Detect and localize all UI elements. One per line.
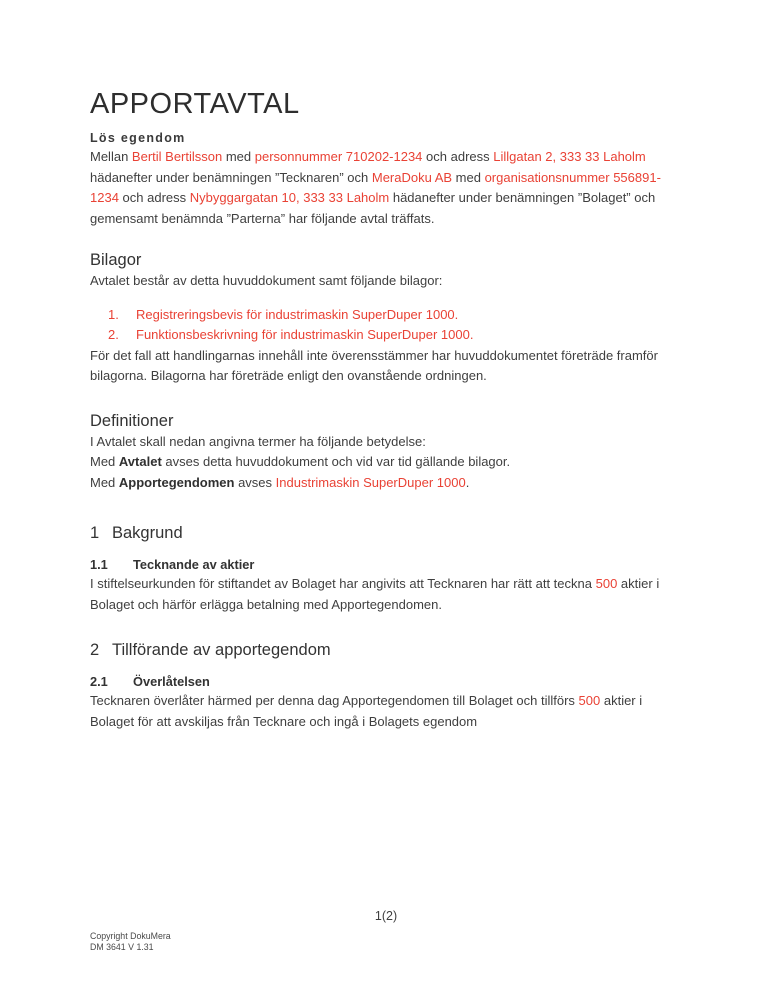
list-item-number: 1.	[108, 306, 119, 322]
definitions-lead: I Avtalet skall nedan angivna termer ha följande betydelse:	[90, 433, 426, 449]
text-segment: Tecknaren överlåter härmed per denna dag Apportegendomen till Bolaget och tillförs	[90, 693, 579, 708]
defined-term: Apportegendomen	[118, 474, 235, 490]
text-segment: avses	[234, 474, 276, 490]
precedence-note: För det fall att handlingarnas innehåll inte överensstämmer har huvuddokumentet företräde framför bilagorna. Bilagorna har företräde enligt den ovanstående ordningen.	[90, 347, 658, 383]
field-value: 500	[595, 576, 618, 591]
subsection-title: Överlåtelsen	[133, 674, 210, 689]
bilagor-heading: Bilagor	[90, 251, 142, 269]
field-value: Industrimaskin SuperDuper 1000	[275, 474, 466, 490]
field-value: MeraDoku AB	[371, 169, 453, 185]
field-value: Bertil Bertilsson	[131, 149, 223, 164]
subsection-number: 2.1	[90, 674, 108, 689]
section-number: 1	[90, 524, 100, 542]
section-title: Bakgrund	[112, 524, 183, 542]
field-value: 500	[578, 693, 601, 708]
field-value: organisationsnummer 556891-1234	[90, 169, 661, 205]
text-segment: Med	[90, 474, 119, 490]
section-number: 2	[90, 641, 100, 659]
list-item	[108, 325, 686, 346]
definitions-heading: Definitioner	[90, 411, 174, 430]
list-item	[108, 305, 686, 326]
list-item-text: Funktionsbeskrivning för industrimaskin SuperDuper 1000.	[136, 327, 474, 342]
bilagor-lead: Avtalet består av detta huvuddokument samt följande bilagor:	[90, 273, 443, 288]
document-subtitle: Lös egendom	[90, 131, 186, 145]
attachment-list	[108, 305, 686, 346]
document-title: APPORTAVTAL	[90, 88, 300, 120]
text-segment: hädanefter under benämningen ”Bolaget” och gemensamt benämnda ”Parterna” har följande avtal träffats.	[90, 190, 656, 226]
subsection-title: Tecknande av aktier	[133, 557, 255, 572]
definition-apportegendomen	[90, 473, 686, 494]
field-value: Nybyggargatan 10, 333 33 Laholm	[189, 190, 390, 205]
text-segment: med	[452, 169, 485, 185]
field-value: personnummer 710202-1234	[254, 149, 423, 164]
copyright-line-1: Copyright DokuMera	[90, 931, 171, 941]
defined-term: Avtalet	[118, 454, 162, 469]
subsection-number: 1.1	[90, 557, 108, 572]
section-1-heading	[90, 522, 686, 544]
intro-paragraph	[90, 147, 686, 229]
subsection-2-1-heading	[90, 673, 686, 691]
list-item-text: Registreringsbevis för industrimaskin SuperDuper 1000.	[136, 306, 459, 322]
text-segment: I stiftelseurkunden för stiftandet av Bolaget har angivits att Tecknaren har rätt att teckna	[90, 576, 596, 591]
text-segment: med	[222, 149, 255, 164]
section-2-paragraph	[90, 691, 686, 732]
copyright-line-2: DM 3641 V 1.31	[90, 942, 154, 952]
text-segment: Med	[90, 454, 119, 469]
text-segment: aktier i Bolaget och härför erlägga betalning med Apportegendomen.	[90, 576, 660, 612]
field-value: Lillgatan 2, 333 33 Laholm	[493, 149, 646, 164]
page-number: 1(2)	[374, 909, 398, 923]
text-segment: Mellan	[90, 149, 132, 164]
text-segment: avses detta huvuddokument och vid var tid gällande bilagor.	[161, 454, 511, 469]
copyright-block	[90, 931, 171, 953]
text-segment: hädanefter under benämningen ”Tecknaren” och	[90, 169, 372, 185]
text-segment: och adress	[422, 149, 494, 164]
subsection-1-1-heading	[90, 556, 686, 574]
text-segment: aktier i Bolaget för att avskiljas från Tecknare och ingå i Bolagets egendom	[90, 693, 643, 729]
section-2-heading	[90, 639, 686, 661]
section-1-paragraph	[90, 574, 686, 615]
text-segment: och adress	[118, 190, 190, 205]
section-title: Tillförande av apportegendom	[112, 641, 331, 659]
definition-avtalet	[90, 452, 686, 473]
list-item-number: 2.	[108, 327, 119, 342]
text-segment: .	[465, 474, 470, 490]
